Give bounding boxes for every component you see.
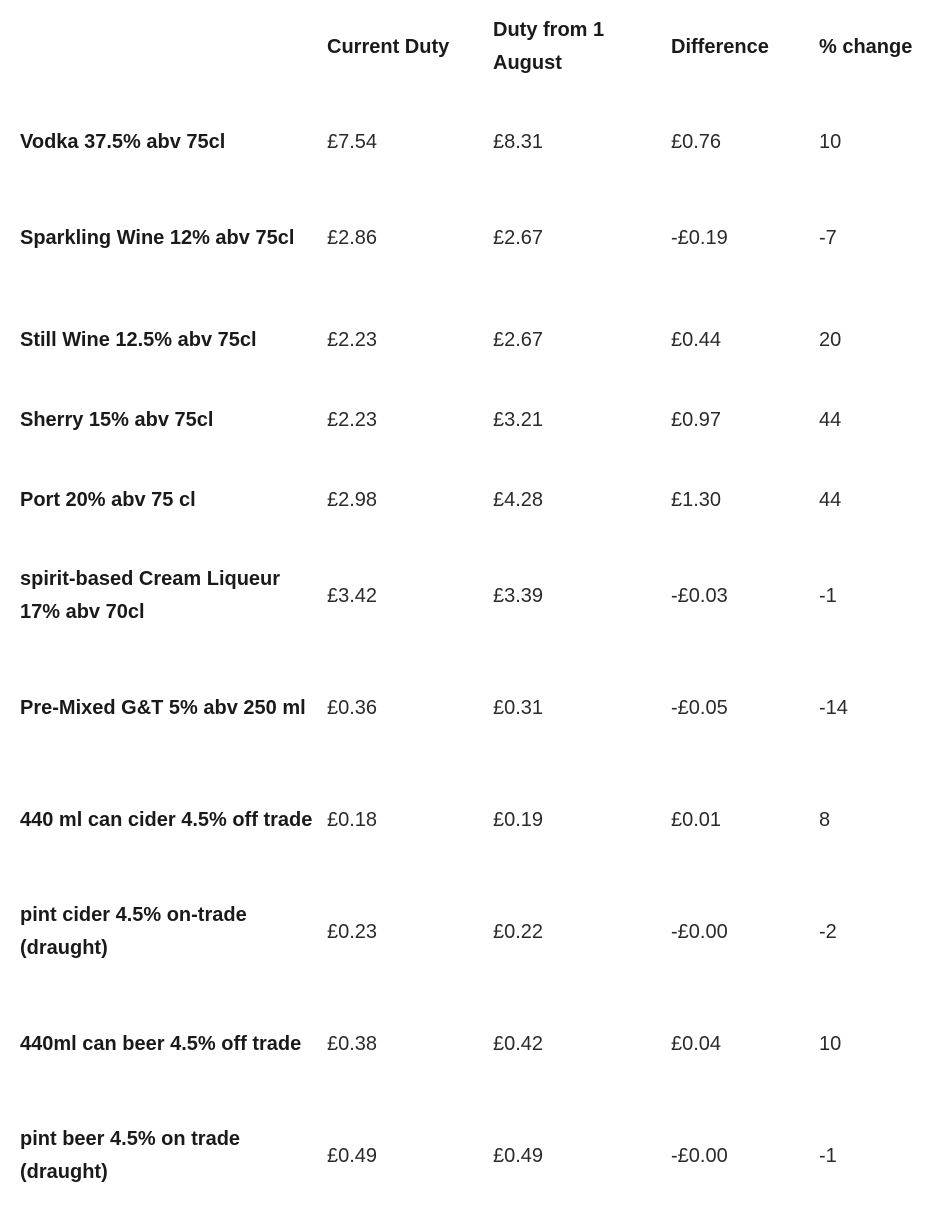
row-percent-change: 8 (819, 808, 831, 831)
row-percent-change: 44 (819, 408, 842, 431)
row-difference: £0.44 (671, 328, 722, 351)
row-duty-from-august: £0.49 (493, 1144, 544, 1167)
row-current-duty: £2.86 (327, 226, 378, 249)
row-duty-from-august: £3.21 (493, 408, 544, 431)
row-percent-change: -1 (819, 1144, 837, 1167)
row-item: Port 20% abv 75 cl (20, 488, 196, 511)
row-percent-change: -1 (819, 584, 837, 607)
header-difference: Difference (671, 35, 769, 58)
row-current-duty: £2.98 (327, 488, 378, 511)
row-current-duty: £3.42 (327, 584, 378, 607)
row-current-duty: £2.23 (327, 408, 378, 431)
table-header (0, 14, 949, 80)
row-duty-from-august: £0.42 (493, 1032, 544, 1055)
row-duty-from-august: £2.67 (493, 328, 544, 351)
table-row (0, 176, 949, 300)
header-percent-change: % change (819, 35, 913, 58)
row-difference: -£0.05 (671, 696, 728, 719)
row-item: Sherry 15% abv 75cl (20, 408, 214, 431)
header-duty-from-august: Duty from 1 August (493, 19, 605, 74)
row-difference: £0.01 (671, 808, 722, 831)
table-row (0, 1100, 949, 1212)
header-item (0, 14, 327, 80)
row-duty-from-august: £8.31 (493, 130, 544, 153)
row-current-duty: £7.54 (327, 130, 378, 153)
row-duty-from-august: £3.39 (493, 584, 544, 607)
table-row (0, 540, 949, 652)
row-difference: -£0.00 (671, 920, 728, 943)
row-percent-change: 44 (819, 488, 842, 511)
row-current-duty: £0.23 (327, 920, 378, 943)
row-item: pint beer 4.5% on trade (draught) (20, 1128, 241, 1183)
row-current-duty: £0.18 (327, 808, 378, 831)
header-row (0, 14, 949, 80)
row-difference: £0.76 (671, 130, 722, 153)
row-duty-from-august: £0.22 (493, 920, 544, 943)
row-item: Still Wine 12.5% abv 75cl (20, 328, 257, 351)
row-percent-change: -2 (819, 920, 837, 943)
table-row (0, 652, 949, 764)
duty-table (0, 14, 949, 1212)
table-row (0, 764, 949, 876)
row-item: 440ml can beer 4.5% off trade (20, 1032, 302, 1055)
row-difference: £0.97 (671, 408, 722, 431)
row-item: 440 ml can cider 4.5% off trade (20, 808, 313, 831)
row-percent-change: -14 (819, 696, 848, 719)
row-item: Vodka 37.5% abv 75cl (20, 130, 226, 153)
table-row (0, 876, 949, 988)
row-current-duty: £0.36 (327, 696, 378, 719)
row-difference: -£0.03 (671, 584, 728, 607)
row-percent-change: -7 (819, 226, 837, 249)
table-row (0, 380, 949, 460)
row-difference: -£0.00 (671, 1144, 728, 1167)
row-percent-change: 10 (819, 130, 842, 153)
row-current-duty: £0.38 (327, 1032, 378, 1055)
row-item: pint cider 4.5% on-trade (draught) (20, 904, 247, 959)
row-duty-from-august: £4.28 (493, 488, 544, 511)
row-current-duty: £0.49 (327, 1144, 378, 1167)
row-item: Pre-Mixed G&T 5% abv 250 ml (20, 696, 306, 719)
row-item: Sparkling Wine 12% abv 75cl (20, 226, 295, 249)
row-difference: £1.30 (671, 488, 722, 511)
table-row (0, 300, 949, 380)
header-spacer (0, 80, 949, 108)
row-difference: £0.04 (671, 1032, 722, 1055)
row-duty-from-august: £0.31 (493, 696, 544, 719)
row-current-duty: £2.23 (327, 328, 378, 351)
row-percent-change: 10 (819, 1032, 842, 1055)
row-duty-from-august: £2.67 (493, 226, 544, 249)
row-difference: -£0.19 (671, 226, 728, 249)
row-item: spirit-based Cream Liqueur 17% abv 70cl (20, 568, 281, 623)
header-current-duty: Current Duty (327, 35, 450, 58)
table-body (0, 80, 949, 1212)
row-duty-from-august: £0.19 (493, 808, 544, 831)
table-row (0, 460, 949, 540)
row-percent-change: 20 (819, 328, 842, 351)
table-row (0, 988, 949, 1100)
table-row (0, 108, 949, 176)
